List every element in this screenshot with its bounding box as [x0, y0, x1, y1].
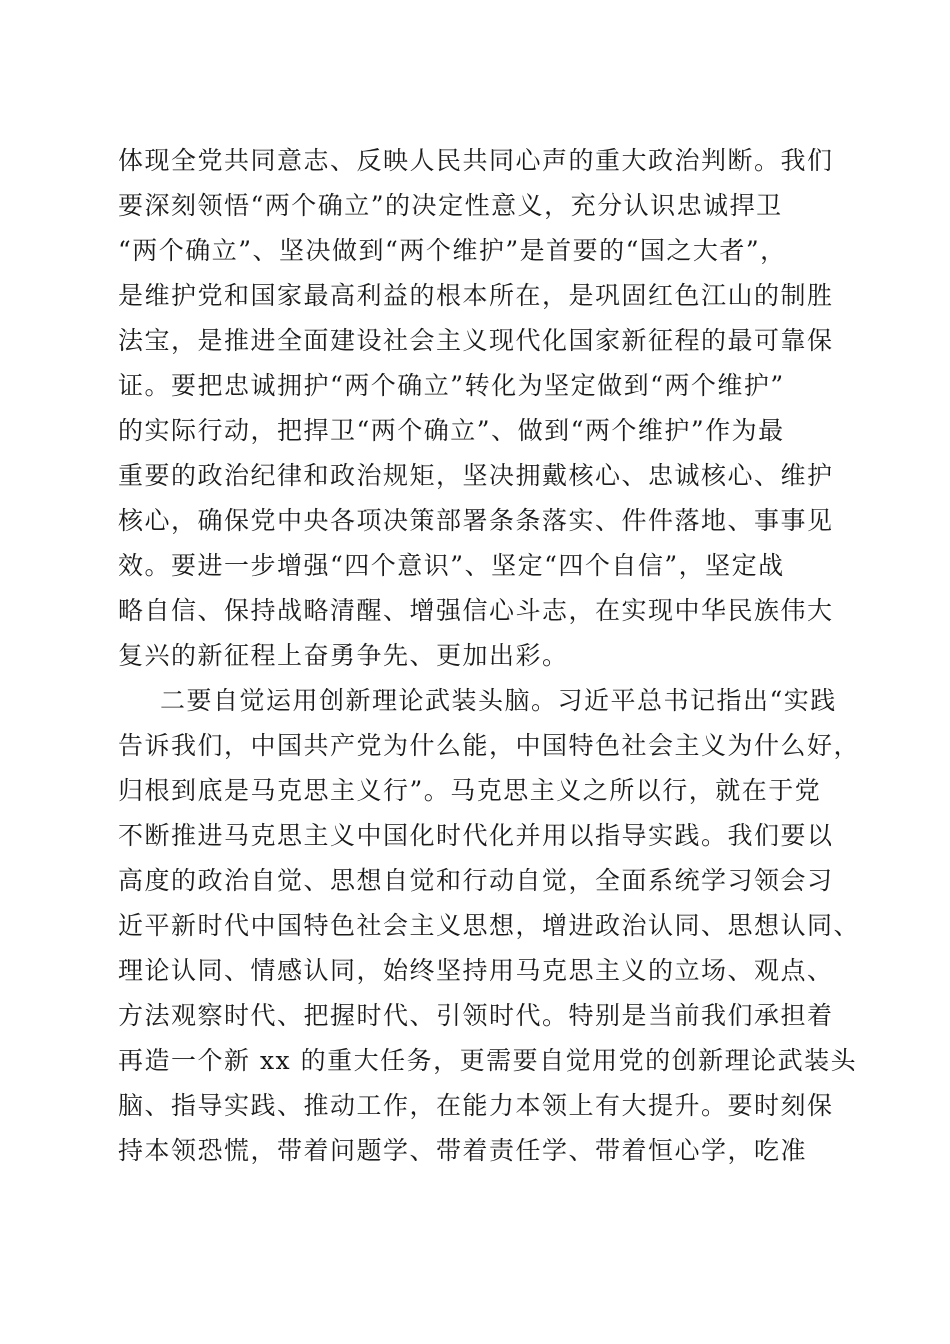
text-line: “两个确立”、坚决做到“两个维护”是首要的“国之大者”，: [118, 236, 787, 265]
text-line: 略自信、保持战略清醒、增强信心斗志，在实现中华民族伟大: [118, 596, 834, 625]
text-line: 理论认同、情感认同，始终坚持用马克思主义的立场、观点、: [118, 956, 834, 985]
text-line: 二要自觉运用创新理论武装头脑。习近平总书记指出“实践: [160, 686, 837, 715]
text-line: 要深刻领悟“两个确立”的决定性意义，充分认识忠诚捍卫: [118, 191, 783, 220]
text-line: 体现全党共同意志、反映人民共同心声的重大政治判断。我们: [118, 146, 834, 175]
text-line: 复兴的新征程上奋勇争先、更加出彩。: [118, 641, 569, 670]
text-line: 核心，确保党中央各项决策部署条条落实、件件落地、事事见: [118, 506, 834, 535]
text-line: 近平新时代中国特色社会主义思想，增进政治认同、思想认同、: [118, 911, 861, 940]
text-line: 不断推进马克思主义中国化时代化并用以指导实践。我们要以: [118, 821, 834, 850]
text-line: 是维护党和国家最高利益的根本所在，是巩固红色江山的制胜: [118, 281, 834, 310]
text-line: 重要的政治纪律和政治规矩，坚决拥戴核心、忠诚核心、维护: [118, 461, 834, 490]
text-line: 再造一个新 xx 的重大任务，更需要自觉用党的创新理论武装头: [118, 1046, 858, 1075]
text-line: 方法观察时代、把握时代、引领时代。特别是当前我们承担着: [118, 1001, 834, 1030]
text-line: 脑、指导实践、推动工作，在能力本领上有大提升。要时刻保: [118, 1091, 834, 1120]
text-line: 持本领恐慌，带着问题学、带着责任学、带着恒心学，吃准: [118, 1136, 808, 1165]
text-line: 告诉我们，中国共产党为什么能，中国特色社会主义为什么好，: [118, 731, 861, 760]
text-line: 效。要进一步增强“四个意识”、坚定“四个自信”，坚定战: [118, 551, 785, 580]
text-line: 证。要把忠诚拥护“两个确立”转化为坚定做到“两个维护”: [118, 371, 785, 400]
text-line: 的实际行动，把捍卫“两个确立”、做到“两个维护”作为最: [118, 416, 785, 445]
text-line: 高度的政治自觉、思想自觉和行动自觉，全面系统学习领会习: [118, 866, 834, 895]
text-line: 法宝，是推进全面建设社会主义现代化国家新征程的最可靠保: [118, 326, 834, 355]
text-line: 归根到底是马克思主义行”。马克思主义之所以行，就在于党: [118, 776, 822, 805]
